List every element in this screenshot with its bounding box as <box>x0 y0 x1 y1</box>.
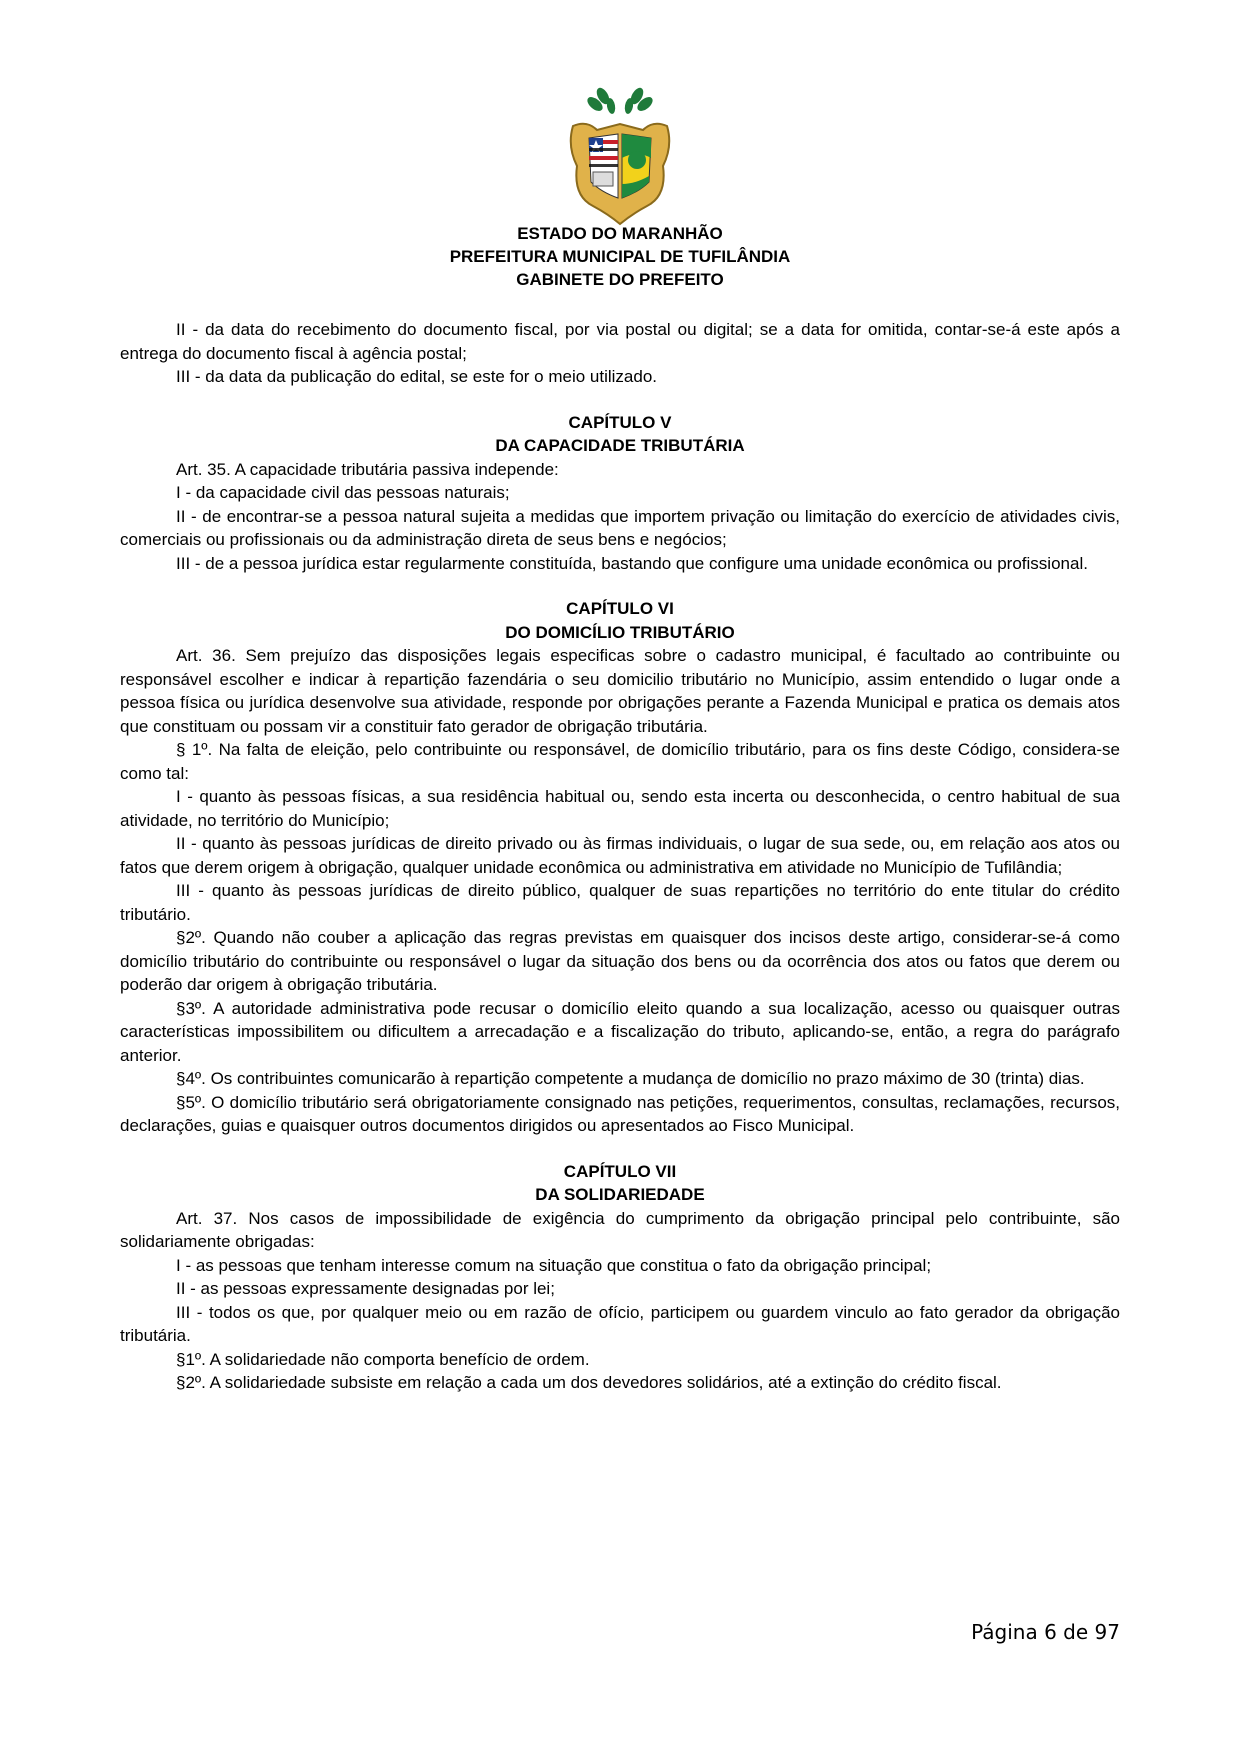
chapter-heading <box>120 411 1120 458</box>
paragraph: §4º. Os contribuintes comunicarão à repartição competente a mudança de domicílio no prazo máximo de 30 (trinta) dias. <box>176 1069 1085 1088</box>
paragraph: II - da data do recebimento do documento fiscal, por via postal ou digital; se a data for omitida, contar-se-á este após a entrega do documento fiscal à agência postal; <box>120 320 1120 363</box>
paragraph: III - todos os que, por qualquer meio ou em razão de ofício, participem ou guardem vinculo ao fato gerador da obrigação tributária. <box>120 1302 1120 1345</box>
paragraph: I - da capacidade civil das pessoas naturais; <box>176 483 510 502</box>
document-body <box>120 318 1120 1395</box>
chapter-subtitle: DO DOMICÍLIO TRIBUTÁRIO <box>505 622 735 642</box>
header-gabinete: GABINETE DO PREFEITO <box>516 270 724 289</box>
paragraph: I - as pessoas que tenham interesse comum na situação que constitua o fato da obrigação principal; <box>176 1255 932 1275</box>
page-number: Página 6 de 97 <box>971 1620 1120 1644</box>
header-prefeitura: PREFEITURA MUNICIPAL DE TUFILÂNDIA <box>449 247 791 266</box>
article: Art. 37. Nos casos de impossibilidade de exigência do cumprimento da obrigação principal pelo contribuinte, são solidariamente obrigadas: <box>120 1208 1120 1251</box>
header-state: ESTADO DO MARANHÃO <box>517 224 723 243</box>
chapter-subtitle: DA CAPACIDADE TRIBUTÁRIA <box>495 436 745 455</box>
paragraph: §3º. A autoridade administrativa pode recusar o domicílio eleito quando a sua localização, acesso ou quaisquer outras características impossibilitem ou dificultem a arrecadação e a fiscalização do tributo, aplicando-se, então, a regra do parágrafo anterior. <box>120 998 1120 1065</box>
chapter-heading <box>120 1160 1120 1207</box>
chapter-title: CAPÍTULO V <box>568 412 672 432</box>
maranhao-coat-of-arms-icon <box>563 86 677 226</box>
paragraph: II - quanto às pessoas jurídicas de direito privado ou às firmas individuais, o lugar de sua sede, ou, em relação aos atos ou fatos que derem origem à obrigação, qualquer unidade econômica ou administrativa em atividade no Município de Tufilândia; <box>120 834 1120 877</box>
paragraph: §5º. O domicílio tributário será obrigatoriamente consignado nas petições, requerimentos, consultas, reclamações, recursos, declarações, guias e quaisquer outros documentos dirigidos ou apresentados ao Fisco Municipal. <box>120 1092 1120 1135</box>
chapter-title: CAPÍTULO VI <box>566 599 674 618</box>
paragraph: § 1º. Na falta de eleição, pelo contribuinte ou responsável, de domicílio tributário, para os fins deste Código, considera-se como tal: <box>120 740 1120 783</box>
paragraph: II - de encontrar-se a pessoa natural sujeita a medidas que importem privação ou limitação do exercício de atividades civis, comerciais ou profissionais ou da administração direta de seus bens e negócios; <box>120 506 1120 549</box>
chapter-title: CAPÍTULO VII <box>563 1161 677 1181</box>
paragraph: III - de a pessoa jurídica estar regularmente constituída, bastando que configure uma unidade econômica ou profissional. <box>176 553 1088 573</box>
chapter-heading <box>120 597 1120 644</box>
paragraph: III - da data da publicação do edital, se este for o meio utilizado. <box>176 367 658 386</box>
paragraph: I - quanto às pessoas físicas, a sua residência habitual ou, sendo esta incerta ou desconhecida, o centro habitual de sua atividade, no território do Município; <box>120 787 1120 830</box>
article: Art. 35. A capacidade tributária passiva independe: <box>176 459 559 479</box>
article: Art. 36. Sem prejuízo das disposições legais especificas sobre o cadastro municipal, é facultado ao contribuinte ou responsável escolher e indicar à repartição fazendária o seu domicilio tributário no Município, assim entendido o lugar onde a pessoa física ou jurídica desenvolve sua atividade, responde por obrigações perante a Fazenda Municipal e pratica os demais atos que constituam ou possam vir a constituir fato gerador de obrigação tributária. <box>120 646 1120 736</box>
paragraph: III - quanto às pessoas jurídicas de direito público, qualquer de suas repartições no território do ente titular do crédito tributário. <box>120 881 1120 924</box>
document-header <box>0 222 1240 291</box>
paragraph: §2º. Quando não couber a aplicação das regras previstas em quaisquer dos incisos deste artigo, considerar-se-á como domicílio tributário do contribuinte ou responsável o lugar da situação dos bens ou da ocorrência dos atos ou fatos que derem ou poderão dar origem à obrigação tributária. <box>120 928 1120 994</box>
paragraph: II - as pessoas expressamente designadas por lei; <box>176 1279 555 1298</box>
chapter-subtitle: DA SOLIDARIEDADE <box>535 1185 705 1204</box>
paragraph: §1º. A solidariedade não comporta benefício de ordem. <box>176 1349 590 1369</box>
paragraph: §2º. A solidariedade subsiste em relação a cada um dos devedores solidários, até a extinção do crédito fiscal. <box>176 1373 1002 1392</box>
